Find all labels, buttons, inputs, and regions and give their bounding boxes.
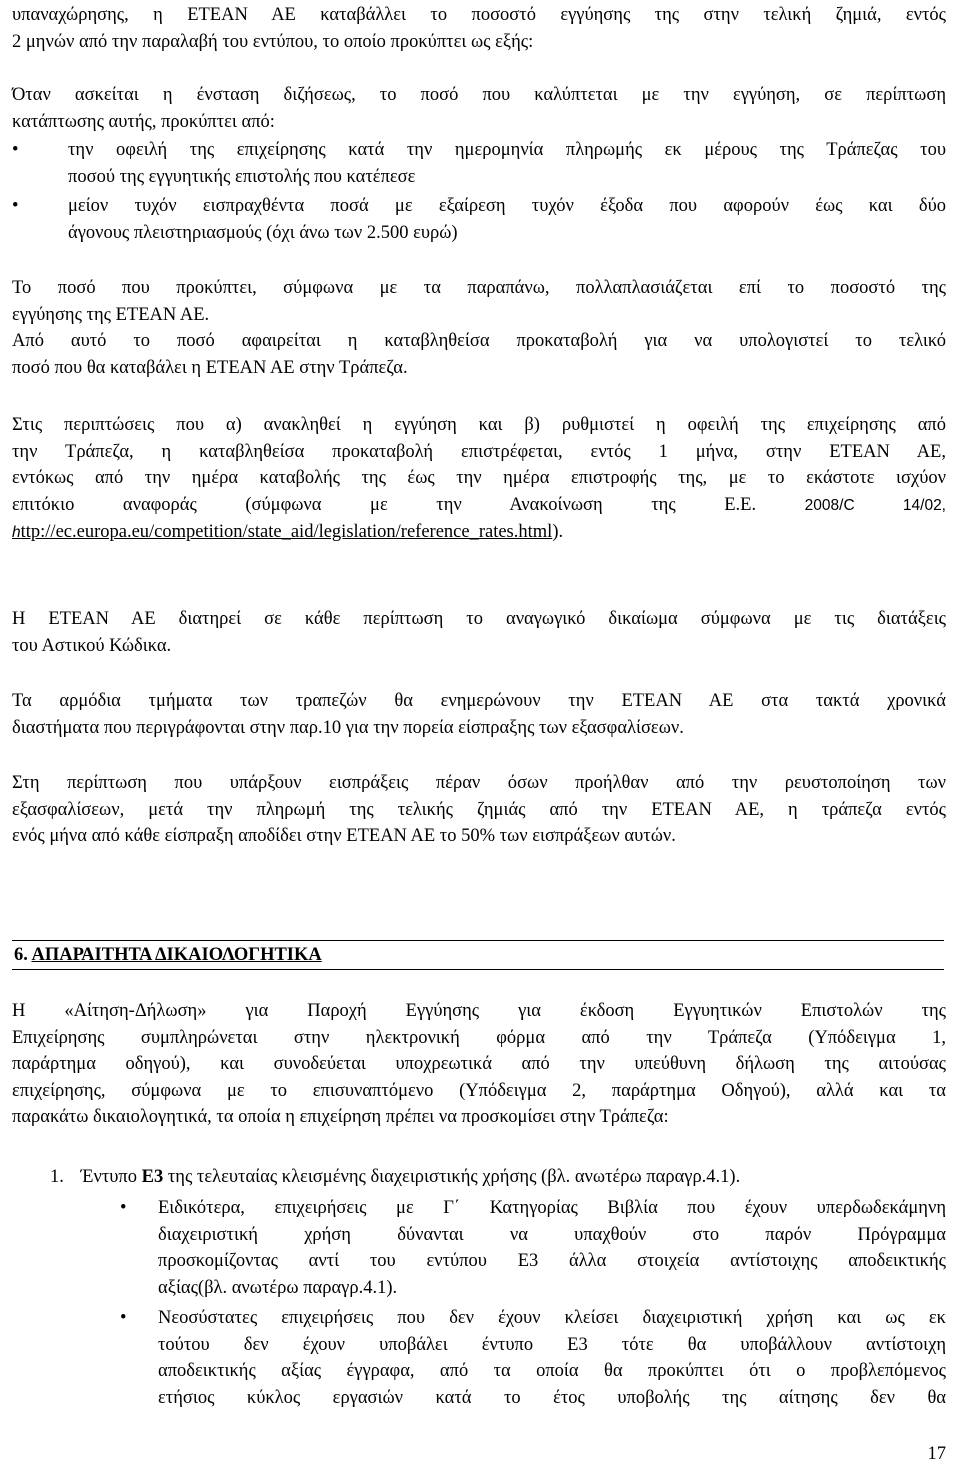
text-line: ενός μήνα από κάθε είσπραξη αποδίδει στην ΕΤΕΑΝ ΑΕ το 50% των εισπράξεων αυτών. bbox=[12, 826, 676, 846]
bullet-icon: • bbox=[120, 1308, 127, 1328]
text-line: αξίας(βλ. ανωτέρω παραγρ.4.1). bbox=[158, 1277, 398, 1298]
text-line: Τα αρμόδια τμήματα των τραπεζών θα ενημερώνουν την ΕΤΕΑΝ ΑΕ στα τακτά χρονικά bbox=[12, 691, 946, 711]
text-line: Νεοσύστατες επιχειρήσεις που δεν έχουν κλείσει διαχειριστική χρήση και ως εκ bbox=[158, 1308, 946, 1328]
text-line: Όταν ασκείται η ένσταση διζήσεως, το ποσό που καλύπτεται με την εγγύηση, σε περίπτωση bbox=[12, 85, 946, 105]
text-line: Η «Αίτηση-Δήλωση» για Παροχή Εγγύησης για έκδοση Εγγυητικών Επιστολών της bbox=[12, 1001, 946, 1021]
case-paragraph bbox=[12, 82, 946, 135]
text-fragment: επιτόκιο αναφοράς (σύμφωνα με την Ανακοίνωση της Ε.Ε. bbox=[12, 494, 805, 515]
text-line: Από αυτό το ποσό αφαιρείται η καταβληθείσα προκαταβολή για να υπολογιστεί το τελικό bbox=[12, 331, 946, 351]
sub-bullet-item bbox=[120, 1195, 946, 1301]
text-line: επιχείρησης, σύμφωνα με το επισυναπτόμενο (Υπόδειγμα 2, παράρτημα Οδηγού), αλλά και τα bbox=[12, 1080, 946, 1101]
text-line: τούτου δεν έχουν υποβάλει έντυπο Ε3 τότε θα υποβάλλουν αντίστοιχη bbox=[158, 1334, 946, 1355]
numbered-item bbox=[50, 1164, 946, 1191]
section-heading bbox=[14, 941, 322, 969]
text-line: του Αστικού Κώδικα. bbox=[12, 635, 172, 656]
text-line: Επιχείρησης συμπληρώνεται στην ηλεκτρονική φόρμα από την Τράπεζα (Υπόδειγμα 1, bbox=[12, 1027, 946, 1048]
text-line bbox=[12, 519, 946, 547]
section-title-part: ΑΠΑΡΑΙΤΗΤΑ bbox=[31, 945, 155, 965]
reporting-paragraph bbox=[12, 688, 946, 741]
item-number: 1. bbox=[50, 1167, 64, 1187]
text-line: διαστήματα που περιγράφονται στην παρ.10 για την πορεία είσπραξης των εξασφαλίσεων. bbox=[12, 717, 684, 738]
text-line: εγγύησης της ΕΤΕΑΝ ΑΕ. bbox=[12, 304, 210, 325]
revocation-paragraph bbox=[12, 412, 946, 547]
page-number: 17 bbox=[927, 1444, 946, 1464]
text-line: την οφειλή της επιχείρησης κατά την ημερομηνία πληρωμής εκ μέρους της Τράπεζας του bbox=[68, 140, 946, 160]
link-text: ttp://ec.europa.eu/competition/state_aid/legislation/reference_rates.html bbox=[20, 522, 553, 542]
text-line: διαχειριστική χρήση δύνανται να υπαχθούν στο παρόν Πρόγραμμα bbox=[158, 1224, 946, 1245]
regulation-ref: 2008/C 14/02, bbox=[804, 496, 946, 514]
link-initial: h bbox=[12, 524, 21, 541]
section-number: 6. bbox=[14, 945, 32, 965]
text-line: Στις περιπτώσεις που α) ανακληθεί η εγγύηση και β) ρυθμιστεί η οφειλή της επιχείρησης από bbox=[12, 415, 946, 435]
text-line: Ειδικότερα, επιχειρήσεις με Γ΄ Κατηγορίας Βιβλία που έχουν υπερδωδεκάμηνη bbox=[158, 1198, 946, 1218]
bullet-item bbox=[12, 193, 946, 246]
text-line: εξασφαλίσεων, μετά την πληρωμή της τελικής ζημιάς από την ΕΤΕΑΝ ΑΕ, η τράπεζα εντός bbox=[12, 799, 946, 820]
bullet-icon: • bbox=[120, 1198, 127, 1218]
form-name: Ε3 bbox=[141, 1167, 164, 1187]
text-line: υπαναχώρησης, η ΕΤΕΑΝ ΑΕ καταβάλλει το ποσοστό εγγύησης της στην τελική ζημιά, εντός bbox=[12, 5, 946, 25]
amount-paragraph bbox=[12, 275, 946, 381]
text-fragment: της τελευταίας κλεισμένης διαχειριστικής χρήσης (βλ. ανωτέρω παραγρ.4.1). bbox=[163, 1167, 741, 1187]
section-title-part: ΔΙΚΑΙΟΛΟΓΗΤΙΚΑ bbox=[154, 945, 322, 965]
intro-paragraph bbox=[12, 2, 946, 55]
reference-rates-link[interactable] bbox=[12, 522, 552, 542]
text-line: άγονους πλειστηριασμούς (όχι άνω των 2.500 ευρώ) bbox=[68, 222, 458, 243]
text-line: αποδεικτικής αξίας έγγραφα, από τα οποία θα προκύπτει ότι ο προβλεπόμενος bbox=[158, 1361, 946, 1381]
text-line: την Τράπεζα, η καταβληθείσα προκαταβολή επιστρέφεται, εντός 1 μήνα, στην ΕΤΕΑΝ ΑΕ, bbox=[12, 441, 946, 462]
text-line bbox=[12, 492, 946, 520]
section-heading-box bbox=[12, 940, 944, 970]
text-line: ποσού της εγγυητικής επιστολής που κατέπεσε bbox=[68, 166, 416, 187]
collections-paragraph bbox=[12, 770, 946, 850]
text-line: Στη περίπτωση που υπάρξουν εισπράξεις πέραν όσων προήλθαν από την ρευστοποίηση των bbox=[12, 773, 946, 793]
bullet-icon: • bbox=[12, 196, 19, 216]
text-line: ετήσιος κύκλος εργασιών κατά το έτος υποβολής της αίτησης δεν θα bbox=[158, 1387, 946, 1408]
text-line: Η ΕΤΕΑΝ ΑΕ διατηρεί σε κάθε περίπτωση το αναγωγικό δικαίωμα σύμφωνα με τις διατάξεις bbox=[12, 609, 946, 629]
text-fragment: ). bbox=[552, 522, 564, 542]
text-line: μείον τυχόν εισπραχθέντα ποσά με εξαίρεση τυχόν έξοδα που αφορούν έως και δύο bbox=[68, 196, 946, 216]
text-line: εντόκως από την ημέρα καταβολής της έως την ημέρα επιστροφής της, με το εκάστοτε ισχύον bbox=[12, 468, 946, 488]
text-line: 2 μηνών από την παραλαβή του εντύπου, το οποίο προκύπτει ως εξής: bbox=[12, 31, 534, 52]
recourse-paragraph bbox=[12, 606, 946, 659]
sub-bullet-item bbox=[120, 1305, 946, 1411]
text-line: προσκομίζοντας αντί του εντύπου Ε3 άλλα στοιχεία αντίστοιχης αποδεικτικής bbox=[158, 1251, 946, 1271]
text-fragment: Έντυπο bbox=[76, 1167, 142, 1187]
bullet-item bbox=[12, 137, 946, 190]
text-line: ποσό που θα καταβάλει η ΕΤΕΑΝ ΑΕ στην Τράπεζα. bbox=[12, 357, 408, 378]
text-line: παράρτημα οδηγού), και συνοδεύεται υποχρεωτικά από την υπεύθυνη δήλωση της αιτούσας bbox=[12, 1054, 946, 1074]
text-line: κατάπτωσης αυτής, προκύπτει από: bbox=[12, 111, 275, 132]
text-line: Το ποσό που προκύπτει, σύμφωνα με τα παραπάνω, πολλαπλασιάζεται επί το ποσοστό της bbox=[12, 278, 946, 298]
text-line: παρακάτω δικαιολογητικά, τα οποία η επιχείρηση πρέπει να προσκομίσει στην Τράπεζα: bbox=[12, 1107, 669, 1127]
bullet-icon: • bbox=[12, 140, 19, 160]
application-paragraph bbox=[12, 998, 946, 1131]
